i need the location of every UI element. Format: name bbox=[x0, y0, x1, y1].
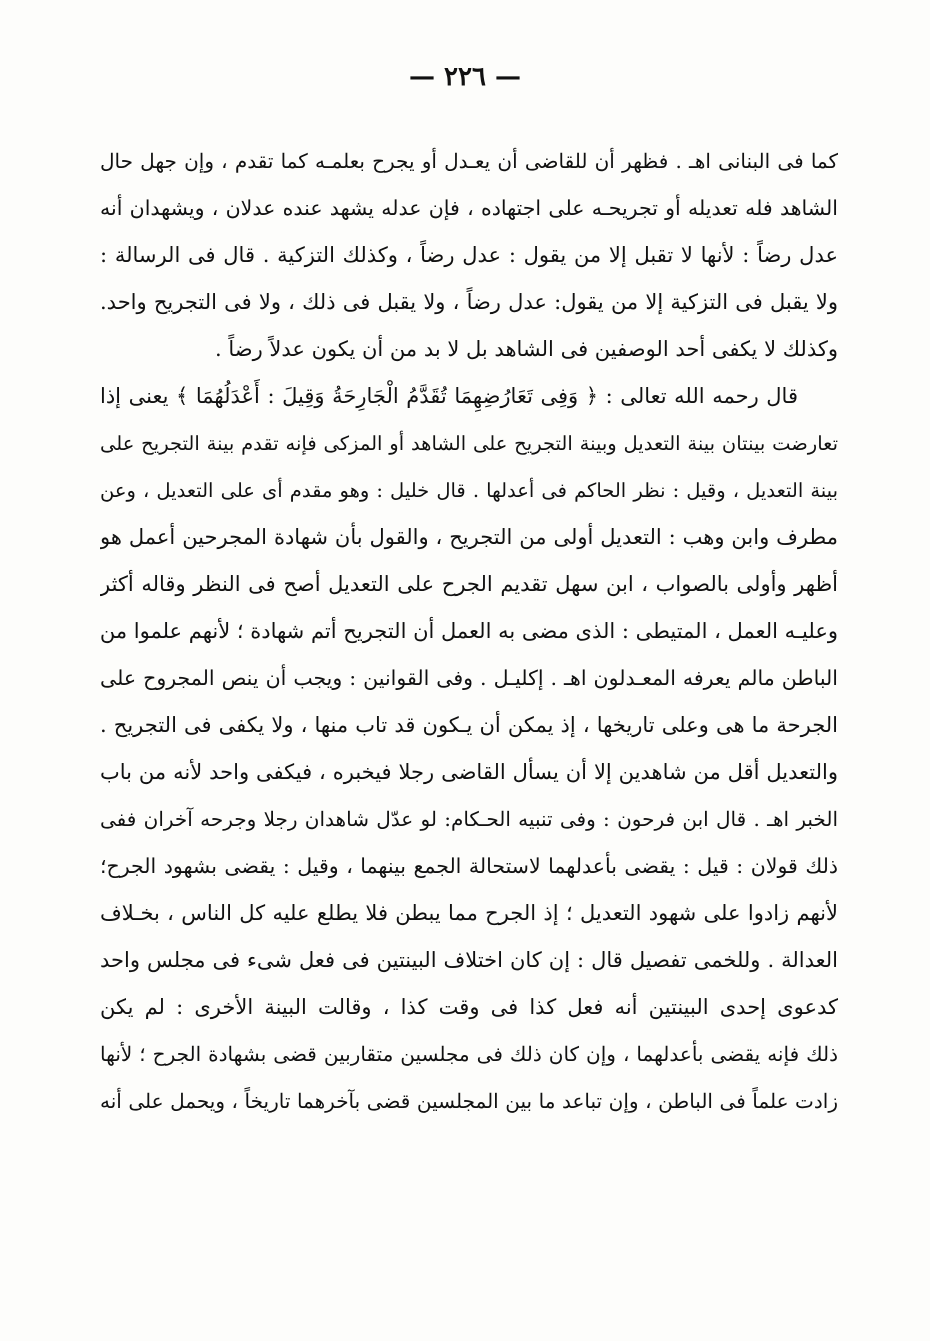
text-line: ولا يقبل فى التزكية إلا من يقول: عدل رضاً ، ولا يقبل فى ذلك ، ولا فى التجريح واحد. bbox=[100, 290, 838, 314]
text-line: ذلك قولان : قيل : يقضى بأعدلهما لاستحالة الجمع بينهما ، وقيل : يقضى بشهود الجرح؛ bbox=[100, 854, 838, 878]
paragraph bbox=[100, 138, 838, 373]
text-line: الباطن مالم يعرفه المعـدلون اهـ . إكليـل . وفى القوانين : ويجب أن ينص المجروح على bbox=[100, 666, 838, 690]
text-line: وعليـه العمل ، المتيطى : الذى مضى به العمل أن التجريح أتم شهادة ؛ لأنهم علموا من bbox=[100, 619, 838, 643]
text-line: الخبر اهـ . قال ابن فرحون : وفى تنبيه الحـكام: لو عدّل شاهدان رجلا وجرحه آخران ففى bbox=[100, 807, 838, 831]
text-line: كدعوى إحدى البينتين أنه فعل كذا فى وقت كذا ، وقالت البينة الأخرى : لم يكن bbox=[100, 995, 838, 1019]
text-line: وكذلك لا يكفى أحد الوصفين فى الشاهد بل لا بد من أن يكون عدلاً رضاً . bbox=[214, 337, 838, 361]
text-line: لأنهم زادوا على شهود التعديل ؛ إذ الجرح مما يبطن فلا يطلع عليه كل الناس ، بخـلاف bbox=[100, 901, 838, 925]
text-line: قال رحمه الله تعالى : ﴿ وَفِى تَعَارُضِهِمَا تُقَدَّمُ الْجَارِحَةُ وَقِيلَ : أَعْدَلُهُمَا ﴾ يعنى إذا bbox=[100, 384, 798, 408]
text-line: العدالة . وللخمى تفصيل قال : إن كان اختلاف البينتين فى فعل شىء فى مجلس واحد bbox=[100, 948, 838, 972]
text-line: والتعديل أقل من شاهدين إلا أن يسأل القاضى رجلا فيخبره ، فيكفى واحد لأنه من باب bbox=[100, 760, 838, 784]
text-line: عدل رضاً : لأنها لا تقبل إلا من يقول : عدل رضاً ، وكذلك التزكية . قال فى الرسالة : bbox=[100, 243, 838, 267]
text-line: أظهر وأولى بالصواب ، ابن سهل تقديم الجرح على التعديل أصح فى النظر وقاله أكثر bbox=[100, 572, 838, 596]
text-line: كما فى البنانى اهـ . فظهر أن للقاضى أن يعـدل أو يجرح بعلمـه كما تقدم ، وإن جهل حال bbox=[100, 149, 838, 173]
page-number: — ٢٢٦ — bbox=[408, 62, 522, 92]
body-text bbox=[100, 138, 838, 1125]
text-line: الجرحة ما هى وعلى تاريخها ، إذ يمكن أن يـكون قد تاب منها ، ولا يكفى فى التجريح . bbox=[100, 713, 838, 737]
text-line: الشاهد فله تعديله أو تجريحـه على اجتهاده ، فإن عدله يشهد عنده عدلان ، ويشهدان أنه bbox=[100, 196, 838, 220]
text-line: ذلك فإنه يقضى بأعدلهما ، وإن كان ذلك فى مجلسين متقاربين قضى بشهادة الجرح ؛ لأنها bbox=[100, 1042, 838, 1066]
text-line: تعارضت بينتان بينة التعديل وبينة التجريح على الشاهد أو المزكى فإنه تقدم بينة التجريح على bbox=[100, 432, 838, 455]
text-line: بينة التعديل ، وقيل : نظر الحاكم فى أعدلها . قال خليل : وهو مقدم أى على التعديل ، وعن bbox=[100, 479, 838, 502]
text-line: زادت علماً فى الباطن ، وإن تباعد ما بين المجلسين قضى بآخرهما تاريخاً ، ويحمل على أنه bbox=[100, 1089, 838, 1113]
text-line: مطرف وابن وهب : التعديل أولى من التجريح ، والقول بأن شهادة المجرحين أعمل هو bbox=[100, 525, 838, 549]
paragraph bbox=[100, 373, 838, 1125]
